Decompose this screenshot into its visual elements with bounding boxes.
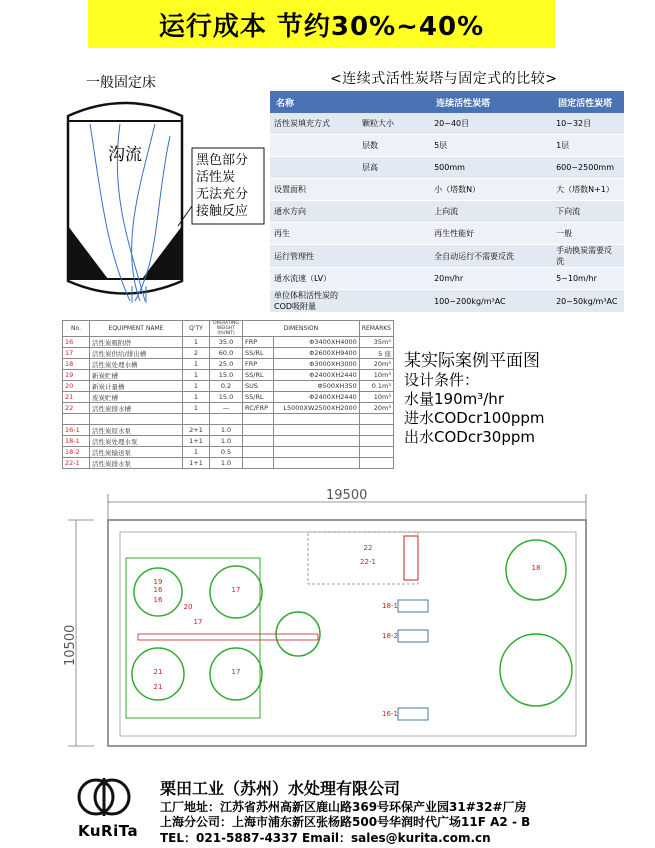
company-name: 栗田工业（苏州）水处理有限公司: [160, 779, 401, 798]
equipment-cell: [359, 414, 393, 425]
equipment-cell: [243, 436, 274, 447]
equipment-cell: 1: [183, 447, 210, 458]
comparison-cell: 10~32目: [552, 113, 624, 135]
equipment-list: [62, 320, 394, 476]
comparison-cell: 500mm: [430, 157, 552, 179]
comparison-cell: 通水方向: [270, 201, 358, 223]
equipment-cell: 1: [183, 381, 210, 392]
equipment-cell: 20m³: [359, 403, 393, 414]
header-continuous: 连续活性炭塔: [430, 91, 552, 113]
equipment-cell: [243, 414, 274, 425]
header-fixed: 固定活性炭塔: [552, 91, 624, 113]
comparison-cell: 再生: [270, 223, 358, 245]
equipment-cell: [359, 447, 393, 458]
banner-title: 运行成本 节约30%~40%: [158, 11, 485, 42]
equipment-cell: 活性炭吸附塔: [90, 337, 183, 348]
equipment-row: [63, 414, 394, 425]
equipment-row: [63, 370, 394, 381]
equipment-row: [63, 436, 394, 447]
plan-label: 20: [183, 603, 193, 611]
tank-note-line-1: 黑色部分: [196, 153, 249, 168]
equipment-cell: 1: [183, 392, 210, 403]
comparison-cell: [358, 290, 430, 313]
equipment-cell: 1+1: [183, 436, 210, 447]
comparison-cell: 小（塔数N）: [430, 179, 552, 201]
equipment-cell: 22: [63, 403, 90, 414]
equipment-cell: 1: [183, 403, 210, 414]
plan-label: 17: [193, 618, 203, 626]
plan-label: 17: [231, 586, 241, 594]
comparison-row: [270, 290, 624, 313]
plan-label: 21: [153, 668, 163, 676]
comparison-title: <连续式活性炭塔与固定式的比较>: [330, 71, 558, 87]
comparison-row: [270, 135, 624, 157]
comparison-cell: 设置面积: [270, 179, 358, 201]
case-line-1: 设计条件：: [404, 371, 480, 389]
plan-width-dim: 19500: [326, 488, 368, 503]
comparison-cell: 手动换炭需要反洗: [552, 245, 624, 268]
header-name: 名称: [270, 91, 430, 113]
equipment-cell: 20: [63, 381, 90, 392]
equipment-cell: 2+1: [183, 425, 210, 436]
comparison-row: [270, 157, 624, 179]
equipment-cell: [90, 414, 183, 425]
tank-note: [196, 152, 260, 220]
equipment-cell: 16-1: [63, 425, 90, 436]
equipment-cell: [273, 436, 359, 447]
equipment-cell: 20m³: [359, 359, 393, 370]
comparison-row: [270, 113, 624, 135]
equipment-cell: SS/RL: [243, 348, 274, 359]
plan-label: 16: [153, 596, 163, 604]
equipment-cell: [243, 425, 274, 436]
equipment-cell: 0.5: [210, 447, 243, 458]
equipment-cell: 0.2: [210, 381, 243, 392]
equipment-cell: 活性炭排水槽: [90, 403, 183, 414]
kurita-logo-mark: [74, 772, 134, 822]
comparison-cell: [358, 179, 430, 201]
comparison-cell: 全自动运行不需要反洗: [430, 245, 552, 268]
equipment-cell: 18-1: [63, 436, 90, 447]
case-description: [404, 352, 545, 447]
comparison-row: [270, 223, 624, 245]
case-line-3: 进水CODcr100ppm: [404, 409, 545, 427]
tank-note-line-3: 无法充分: [196, 187, 249, 202]
plan-height-dim: 10500: [63, 624, 78, 666]
equipment-cell: 1.0: [210, 436, 243, 447]
equipment-cell: 1+1: [183, 458, 210, 469]
floor-plan: [58, 484, 598, 766]
kurita-logo-text: KuRiTa: [78, 822, 139, 840]
comparison-cell: 5~10m/hr: [552, 268, 624, 290]
equipment-cell: SS/RL: [243, 392, 274, 403]
equipment-cell: 15.0: [210, 370, 243, 381]
equipment-cell: [243, 458, 274, 469]
equipment-table: [62, 320, 394, 469]
equipment-row: [63, 458, 394, 469]
eq-header-weight: OPERATING WEIGHT (t/UNIT): [210, 321, 243, 337]
equipment-cell: 22-1: [63, 458, 90, 469]
equipment-cell: [273, 414, 359, 425]
equipment-cell: 25.0: [210, 359, 243, 370]
equipment-cell: 1: [183, 337, 210, 348]
case-heading: 某实际案例平面图: [404, 351, 540, 371]
equipment-cell: [359, 458, 393, 469]
equipment-cell: 活性炭输送泵: [90, 447, 183, 458]
plan-background: [58, 484, 598, 766]
comparison-cell: [358, 245, 430, 268]
plan-label: 19: [153, 578, 163, 586]
comparison-row: [270, 201, 624, 223]
comparison-cell: 1层: [552, 135, 624, 157]
equipment-cell: 19: [63, 370, 90, 381]
equipment-cell: 新炭贮槽: [90, 370, 183, 381]
equipment-cell: 35m³: [359, 337, 393, 348]
factory-address: 工厂地址：江苏省苏州高新区鹿山路369号环保产业园31#32#厂房: [160, 800, 527, 814]
plan-label: 18-1: [382, 602, 398, 610]
equipment-row: [63, 359, 394, 370]
equipment-cell: Φ3000XH3000: [273, 359, 359, 370]
channeling-label: 沟流: [108, 145, 142, 165]
equipment-row: [63, 381, 394, 392]
equipment-cell: [183, 414, 210, 425]
equipment-row: [63, 447, 394, 458]
plan-label: 21: [153, 683, 163, 691]
equipment-row: [63, 348, 394, 359]
equipment-cell: 18-2: [63, 447, 90, 458]
comparison-cell: 一般: [552, 223, 624, 245]
equipment-cell: 35.0: [210, 337, 243, 348]
equipment-cell: [359, 425, 393, 436]
plan-label: 18: [531, 564, 541, 572]
equipment-cell: 60.0: [210, 348, 243, 359]
equipment-cell: 1.0: [210, 458, 243, 469]
fixed-bed-label: 一般固定床: [86, 75, 156, 91]
equipment-cell: 17: [63, 348, 90, 359]
case-line-4: 出水CODcr30ppm: [404, 428, 535, 446]
eq-header-no: No.: [63, 321, 90, 337]
comparison-cell: 层高: [358, 157, 430, 179]
equipment-cell: 新炭计量槽: [90, 381, 183, 392]
comparison-header-row: [270, 91, 624, 113]
equipment-row: [63, 337, 394, 348]
equipment-cell: Φ2400XH2440: [273, 370, 359, 381]
equipment-cell: 21: [63, 392, 90, 403]
comparison-row: [270, 268, 624, 290]
comparison-cell: 下向流: [552, 201, 624, 223]
comparison-cell: 再生性能好: [430, 223, 552, 245]
comparison-cell: [358, 201, 430, 223]
equipment-cell: [273, 458, 359, 469]
equipment-cell: 16: [63, 337, 90, 348]
equipment-row: [63, 425, 394, 436]
tank-note-line-2: 活性炭: [196, 170, 236, 185]
contact-info: TEL：021-5887-4337 Email：sales@kurita.com.cn: [160, 831, 491, 845]
comparison-cell: [270, 135, 358, 157]
plan-label: 16-1: [382, 710, 398, 718]
equipment-cell: 活性炭处理水槽: [90, 359, 183, 370]
comparison-cell: 20m/hr: [430, 268, 552, 290]
tank-note-line-4: 接触反应: [196, 204, 249, 219]
comparison-cell: 运行管理性: [270, 245, 358, 268]
comparison-cell: [358, 223, 430, 245]
comparison-cell: 100~200kg/m³AC: [430, 290, 552, 313]
equipment-cell: [273, 447, 359, 458]
eq-header-remarks: REMARKS: [359, 321, 393, 337]
equipment-cell: Φ2600XH9400: [273, 348, 359, 359]
comparison-row: [270, 179, 624, 201]
plan-label: 22-1: [360, 558, 376, 566]
equipment-cell: 10m³: [359, 392, 393, 403]
equipment-cell: L5000XW2500XH2000: [273, 403, 359, 414]
comparison-cell: 大（塔数N+1）: [552, 179, 624, 201]
equipment-cell: FRP: [243, 337, 274, 348]
equipment-header-row: [63, 321, 394, 337]
comparison-cell: 颗粒大小: [358, 113, 430, 135]
equipment-cell: 2: [183, 348, 210, 359]
eq-header-qty: Q'TY: [183, 321, 210, 337]
eq-header-dimension: DIMENSION: [243, 321, 360, 337]
comparison-table: [270, 91, 624, 313]
equipment-cell: 1.0: [210, 425, 243, 436]
equipment-row: [63, 403, 394, 414]
plan-label: 18-2: [382, 632, 398, 640]
equipment-cell: —: [210, 403, 243, 414]
equipment-cell: [210, 414, 243, 425]
equipment-cell: 1: [183, 359, 210, 370]
title-banner: [88, 0, 555, 48]
equipment-cell: SUS: [243, 381, 274, 392]
comparison-cell: 20~40目: [430, 113, 552, 135]
equipment-cell: [273, 425, 359, 436]
eq-header-name: EQUIPMENT NAME: [90, 321, 183, 337]
equipment-cell: Φ500XH350: [273, 381, 359, 392]
comparison-cell: 20~50kg/m³AC: [552, 290, 624, 313]
comparison-cell: [270, 157, 358, 179]
equipment-cell: [359, 436, 393, 447]
comparison-cell: 600~2500mm: [552, 157, 624, 179]
equipment-cell: 0.1m³: [359, 381, 393, 392]
equipment-cell: SS/RL: [243, 370, 274, 381]
fixed-bed-tank-diagram: [60, 96, 190, 306]
equipment-cell: Φ3400XH4000: [273, 337, 359, 348]
plan-label: 17: [231, 668, 241, 676]
case-line-2: 水量190m³/hr: [404, 390, 504, 408]
plan-label: 22: [363, 544, 373, 552]
comparison-cell: [358, 268, 430, 290]
comparison-row: [270, 245, 624, 268]
equipment-row: [63, 392, 394, 403]
equipment-cell: [63, 414, 90, 425]
equipment-cell: FRP: [243, 359, 274, 370]
comparison-cell: 5层: [430, 135, 552, 157]
shanghai-address: 上海分公司：上海市浦东新区张杨路500号华润时代广场11F A2 - B: [160, 815, 531, 829]
comparison-cell: 单位体积活性炭的COD吸附量: [270, 290, 358, 313]
equipment-cell: 5 座: [359, 348, 393, 359]
equipment-cell: 活性炭原水泵: [90, 425, 183, 436]
equipment-cell: 10m³: [359, 370, 393, 381]
equipment-cell: 18: [63, 359, 90, 370]
equipment-cell: 1: [183, 370, 210, 381]
comparison-cell: 活性炭填充方式: [270, 113, 358, 135]
equipment-cell: [243, 447, 274, 458]
equipment-cell: Φ2400XH2440: [273, 392, 359, 403]
comparison-cell: 层数: [358, 135, 430, 157]
equipment-cell: 活性炭处理水泵: [90, 436, 183, 447]
equipment-cell: 活性炭排水泵: [90, 458, 183, 469]
comparison-cell: 通水流速（LV）: [270, 268, 358, 290]
equipment-cell: 废炭贮槽: [90, 392, 183, 403]
equipment-cell: 活性炭供给/排出槽: [90, 348, 183, 359]
equipment-cell: 15.0: [210, 392, 243, 403]
plan-label: 16: [153, 586, 163, 594]
comparison-cell: 上向流: [430, 201, 552, 223]
equipment-cell: RC/FRP: [243, 403, 274, 414]
